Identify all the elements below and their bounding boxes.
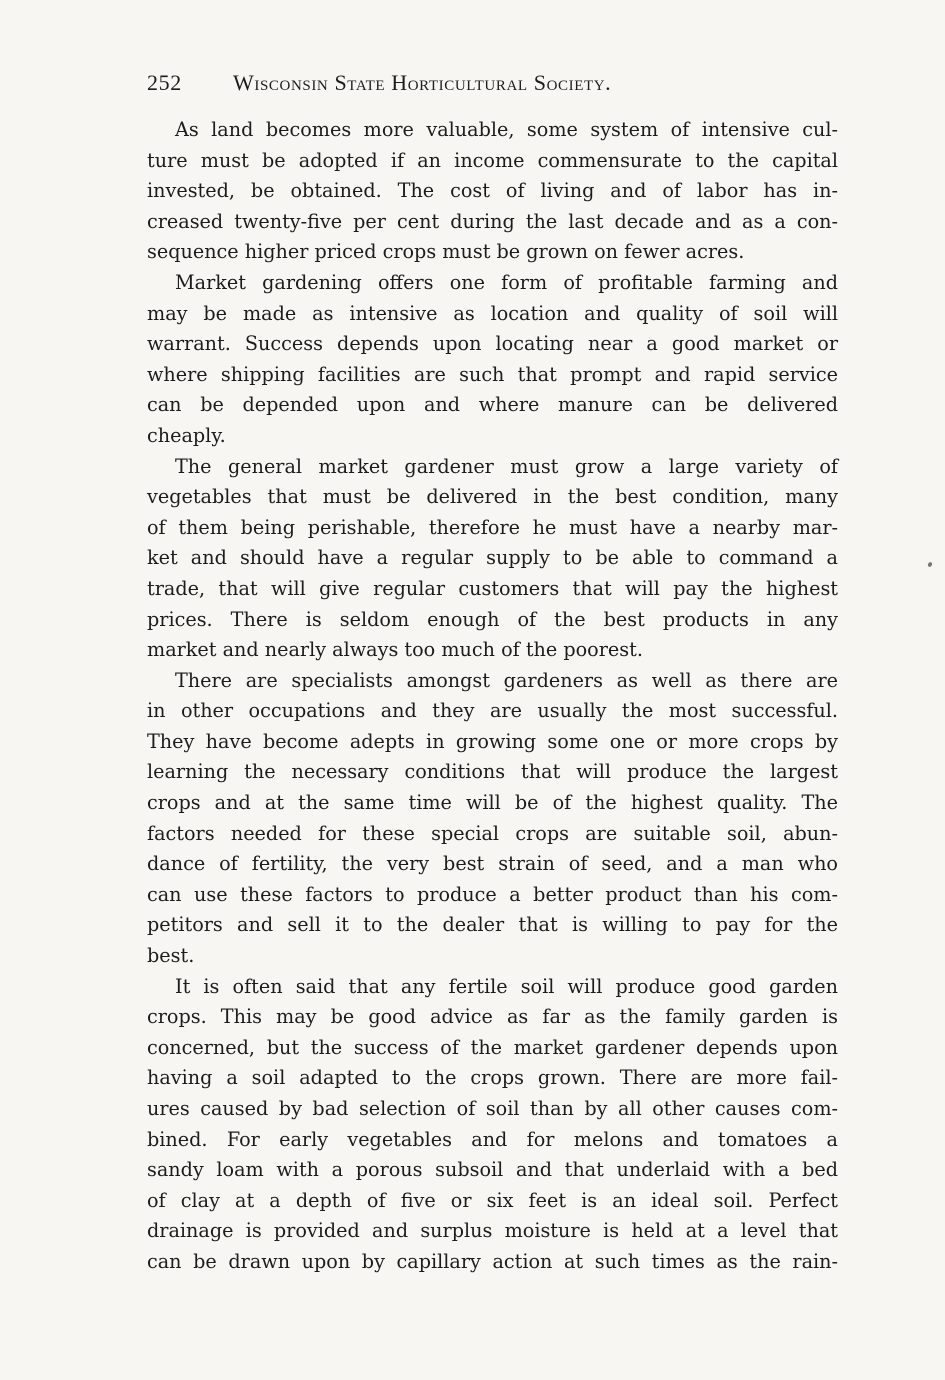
text-line: market and nearly always too much of the poorest.	[147, 638, 643, 662]
paragraph-specialists	[147, 666, 838, 972]
text-line: in other occupations and they are usually the most successful.	[147, 699, 838, 723]
text-line: They have become adepts in growing some one or more crops by	[147, 729, 838, 753]
text-line: petitors and sell it to the dealer that is willing to pay for the	[147, 913, 838, 937]
text-line: ket and should have a regular supply to be able to command a	[147, 546, 838, 570]
text-line: creased twenty-five per cent during the last decade and as a con-	[147, 209, 838, 233]
text-line: vegetables that must be delivered in the best condition, many	[147, 485, 838, 509]
text-line: can use these factors to produce a better product than his com-	[147, 882, 838, 906]
text-line: invested, be obtained. The cost of living and of labor has in-	[147, 179, 838, 203]
text-line: dance of fertility, the very best strain of seed, and a man who	[147, 852, 838, 876]
paragraph-market-gardening	[147, 268, 838, 452]
text-line: of clay at a depth of five or six feet is an ideal soil. Perfect	[147, 1188, 838, 1212]
text-line: concerned, but the success of the market gardener depends upon	[147, 1035, 838, 1059]
text-line: best.	[147, 944, 195, 968]
text-line: having a soil adapted to the crops grown. There are more fail-	[147, 1066, 838, 1090]
running-title: Wisconsin State Horticultural Society.	[233, 70, 612, 95]
paragraph-intensive-culture	[147, 115, 838, 268]
text-line: trade, that will give regular customers that will pay the highest	[147, 576, 838, 600]
text-line: crops. This may be good advice as far as the family garden is	[147, 1005, 838, 1029]
text-line: may be made as intensive as location and quality of soil will	[147, 301, 838, 325]
text-line: warrant. Success depends upon locating near a good market or	[147, 332, 838, 356]
text-line: sequence higher priced crops must be grown on fewer acres.	[147, 240, 745, 264]
text-line: can be depended upon and where manure can be delivered	[147, 393, 838, 417]
running-head	[147, 70, 837, 96]
text-line: cheaply.	[147, 423, 226, 447]
body-text	[147, 115, 838, 1278]
text-line: Market gardening offers one form of profitable farming and	[175, 270, 838, 294]
text-line: drainage is provided and surplus moisture is held at a level that	[147, 1219, 838, 1243]
text-line: As land becomes more valuable, some system of intensive cul-	[175, 118, 838, 141]
text-line: ture must be adopted if an income commensurate to the capital	[147, 148, 838, 172]
paragraph-soil-selection	[147, 972, 838, 1278]
text-line: factors needed for these special crops are suitable soil, abun-	[147, 821, 838, 845]
text-line: prices. There is seldom enough of the best products in any	[147, 607, 838, 631]
text-line: There are specialists amongst gardeners as well as there are	[175, 668, 838, 692]
text-line: can be drawn upon by capillary action at such times as the rain-	[147, 1249, 838, 1273]
text-line: of them being perishable, therefore he must have a nearby mar-	[147, 515, 838, 539]
margin-speck	[927, 561, 933, 567]
text-line: crops and at the same time will be of the highest quality. The	[147, 791, 838, 815]
text-line: bined. For early vegetables and for melons and tomatoes a	[147, 1127, 838, 1151]
text-line: The general market gardener must grow a large variety of	[175, 454, 838, 478]
page-number: 252	[147, 70, 182, 95]
text-line: It is often said that any fertile soil will produce good garden	[175, 974, 838, 998]
text-line: learning the necessary conditions that will produce the largest	[147, 760, 838, 784]
paragraph-general-gardener	[147, 452, 838, 666]
text-line: sandy loam with a porous subsoil and that underlaid with a bed	[147, 1158, 838, 1182]
text-line: ures caused by bad selection of soil than by all other causes com-	[147, 1097, 838, 1120]
text-line: where shipping facilities are such that prompt and rapid service	[147, 362, 838, 386]
